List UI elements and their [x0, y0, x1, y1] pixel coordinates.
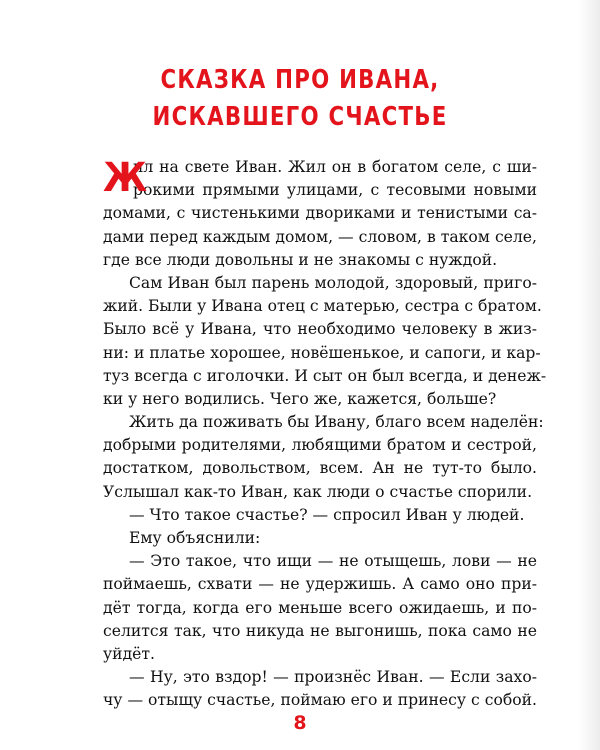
text-line: где все люди довольны и не знакомы с нуждой. [103, 250, 498, 269]
text-line: дёт тогда, когда его меньше всего ожидаешь, и по- [103, 598, 537, 617]
text-line: уйдёт. [103, 644, 155, 663]
text-line: жий. Были у Ивана отец с матерью, сестра с братом. [103, 297, 542, 316]
text-line: — Это такое, что ищи — не отыщешь, лови — не [129, 552, 537, 571]
drop-cap-letter: Ж [103, 155, 148, 201]
story-title-line-2: ИСКАВШЕГО СЧАСТЬЕ [152, 102, 448, 132]
text-line: добрыми родителями, любящими братом и сестрой, [103, 436, 537, 455]
story-title-line-1: СКАЗКА ПРО ИВАНА, [160, 65, 440, 95]
text-line: домами, с чистенькими двориками и тенистыми са- [103, 204, 537, 223]
page-edge [578, 0, 600, 750]
text-line: чу — отыщу счастье, поймаю его и принесу с собой. [103, 691, 537, 710]
story-text [103, 155, 547, 713]
text-line: ни: и платье хорошее, новёшенькое, и сапоги, и кар- [103, 343, 541, 362]
text-line: Ему объяснили: [129, 529, 261, 547]
text-line: ил на свете Иван. Жил он в богатом селе, с ши- [133, 158, 537, 176]
text-line: поймаешь, схвати — не удержишь. А само оно при- [103, 575, 537, 594]
text-line: Было всё у Ивана, что необходимо человеку в жиз- [103, 320, 537, 339]
page-number: 8 [293, 712, 307, 734]
text-line: — Ну, это вздор! — произнёс Иван. — Если захо- [129, 668, 537, 687]
text-line: Сам Иван был парень молодой, здоровый, приго- [129, 273, 537, 292]
text-line: селится так, что никуда не выгонишь, пока само не [103, 621, 537, 640]
text-line: — Что такое счастье? — спросил Иван у людей. [129, 505, 525, 524]
text-line: Жить да поживать бы Ивану, благо всем наделён: [129, 413, 544, 432]
text-line: ки у него водились. Чего же, кажется, больше? [103, 389, 497, 408]
text-line: туз всегда с иголочки. И сыт он был всегда, и денеж- [103, 366, 547, 385]
text-line: дами перед каждым домом, — словом, в таком селе, [103, 227, 537, 246]
text-line: рокими прямыми улицами, с тесовыми новыми [133, 181, 537, 200]
text-line: достатком, довольством, всем. Ан не тут-то было. [103, 459, 537, 478]
story-title [54, 62, 546, 136]
text-line: Услышал как-то Иван, как люди о счастье спорили. [103, 482, 533, 501]
